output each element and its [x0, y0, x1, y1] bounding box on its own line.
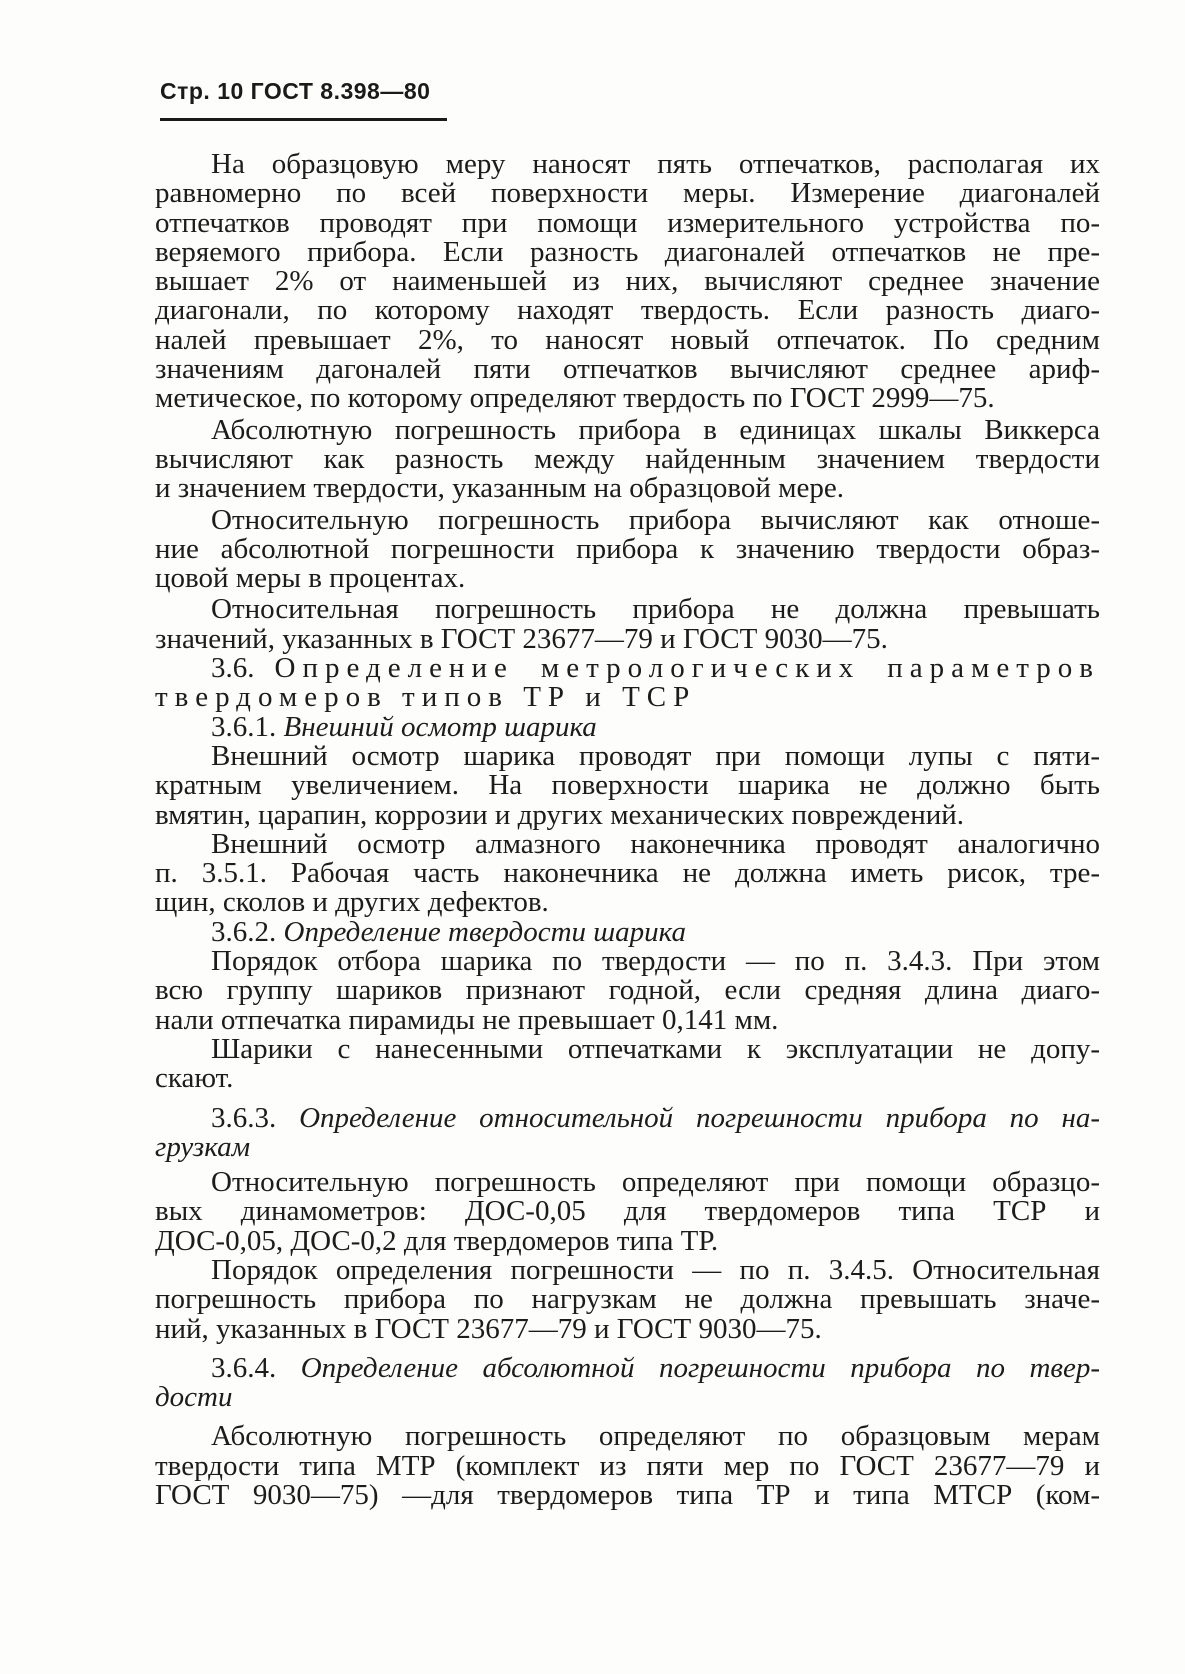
text-line: Относительная погрешность прибора не должна превышать [211, 595, 1100, 625]
subsection-number: 3.6.3. [211, 1103, 277, 1133]
paragraph [155, 1035, 1100, 1094]
text-line: твердости типа МТР (комплект из пяти мер по ГОСТ 23677—79 и [155, 1451, 1100, 1482]
paragraph [155, 1422, 1100, 1510]
text-line: щин, сколов и других дефектов. [155, 888, 549, 918]
section-number: 3.6. [211, 654, 255, 684]
text-line: скают. [155, 1064, 234, 1094]
subsection-title: Определение относительной погрешности прибора по на- [299, 1103, 1100, 1133]
subsection-title: дости [155, 1383, 233, 1413]
text-line: значений, указанных в ГОСТ 23677—79 и ГОСТ 9030—75. [155, 624, 888, 655]
paragraph [155, 416, 1100, 504]
page-header: Стр. 10 ГОСТ 8.398—80 [160, 78, 431, 104]
subsection [155, 713, 1100, 918]
subsection [155, 918, 1100, 1094]
subsection [155, 1354, 1100, 1510]
text-line: вышает 2% от наименьшей из них, вычисляют среднее значение [155, 267, 1100, 297]
paragraph [155, 595, 1100, 654]
text-line: ний, указанных в ГОСТ 23677—79 и ГОСТ 9030—75. [155, 1314, 822, 1344]
text-line: погрешность прибора по нагрузкам не должна превышать значе- [155, 1285, 1100, 1315]
subsection-heading [155, 1354, 1100, 1383]
subsection-title: Определение твердости шарика [283, 917, 687, 948]
text-line: п. 3.5.1. Рабочая часть наконечника не должна иметь рисок, тре- [155, 859, 1100, 889]
paragraph [155, 1168, 1100, 1256]
subsection [155, 1104, 1100, 1344]
text-line: вмятин, царапин, коррозии и других механических повреждений. [155, 800, 965, 830]
text-line: веряемого прибора. Если разность диагоналей отпечатков не пре- [155, 237, 1100, 268]
text-line: всю группу шариков признают годной, если средняя длина диаго- [155, 976, 1100, 1006]
subsection-title: Внешний осмотр шарика [283, 712, 597, 742]
paragraph [155, 506, 1100, 594]
text-line: метическое, по которому определяют твердость по ГОСТ 2999—75. [155, 384, 995, 414]
text-line: Внешний осмотр шарика проводят при помощи лупы с пяти- [211, 741, 1100, 772]
paragraph [155, 150, 1100, 414]
paragraph [155, 947, 1100, 1035]
section-heading [155, 654, 1100, 713]
header-rule [160, 118, 447, 121]
text-line: ние абсолютной погрешности прибора к значению твердости образ- [155, 534, 1100, 565]
section-title: Определение метрологических параметров [274, 654, 1100, 684]
text-line: На образцовую меру наносят пять отпечатков, располагая их [211, 150, 1100, 180]
subsection-number: 3.6.4. [211, 1353, 277, 1384]
text-line: отпечатков проводят при помощи измерительного устройства по- [155, 208, 1100, 238]
paragraph [155, 830, 1100, 918]
text-line: вых динамометров: ДОС-0,05 для твердомеров типа ТСР и [155, 1197, 1100, 1227]
text-line: и значением твердости, указанным на образцовой мере. [155, 474, 844, 504]
text-line: значениям дагоналей пяти отпечатков вычисляют среднее ариф- [155, 355, 1100, 385]
subsection-number: 3.6.1. [211, 712, 277, 742]
text-line: Относительную погрешность определяют при помощи образцо- [211, 1168, 1100, 1198]
text-line: Шарики с нанесенными отпечатками к эксплуатации не допу- [211, 1034, 1100, 1065]
section-title: твердомеров типов ТР и ТСР [155, 683, 697, 713]
text-line: вычисляют как разность между найденным значением твердости [155, 444, 1100, 475]
subsection-heading [155, 713, 1100, 742]
text-line: цовой меры в процентах. [155, 564, 466, 594]
text-line: Внешний осмотр алмазного наконечника проводят аналогично [211, 829, 1100, 860]
section-heading-line [155, 654, 1100, 683]
subsection-number: 3.6.2. [211, 917, 277, 948]
subsection-heading [155, 1104, 1100, 1133]
document-body [155, 150, 1100, 1510]
text-line: ГОСТ 9030—75) —для твердомеров типа ТР и типа МТСР (ком- [155, 1481, 1100, 1511]
text-line: равномерно по всей поверхности меры. Измерение диагоналей [155, 179, 1100, 209]
text-line: Порядок отбора шарика по твердости — по п. 3.4.3. При этом [211, 947, 1100, 977]
text-line: Относительную погрешность прибора вычисляют как отноше- [211, 505, 1100, 535]
text-line: налей превышает 2%, то наносят новый отпечаток. По средним [155, 325, 1100, 356]
subsection-title: Определение абсолютной погрешности прибора по твер- [300, 1353, 1100, 1384]
text-line: нали отпечатка пирамиды не превышает 0,141 мм. [155, 1005, 779, 1035]
text-line: Порядок определения погрешности — по п. 3.4.5. Относительная [211, 1255, 1100, 1286]
text-line: Абсолютную погрешность прибора в единицах шкалы Виккерса [211, 415, 1100, 445]
text-line: Абсолютную погрешность определяют по образцовым мерам [211, 1422, 1100, 1452]
paragraph [155, 1256, 1100, 1344]
text-line: ДОС-0,05, ДОС-0,2 для твердомеров типа ТР. [155, 1226, 719, 1256]
paragraph [155, 742, 1100, 830]
subsection-title: грузкам [155, 1132, 251, 1163]
text-line: кратным увеличением. На поверхности шарика не должно быть [155, 771, 1100, 801]
subsection-heading [155, 918, 1100, 947]
text-line: диагонали, по которому находят твердость. Если разность диаго- [155, 296, 1100, 326]
